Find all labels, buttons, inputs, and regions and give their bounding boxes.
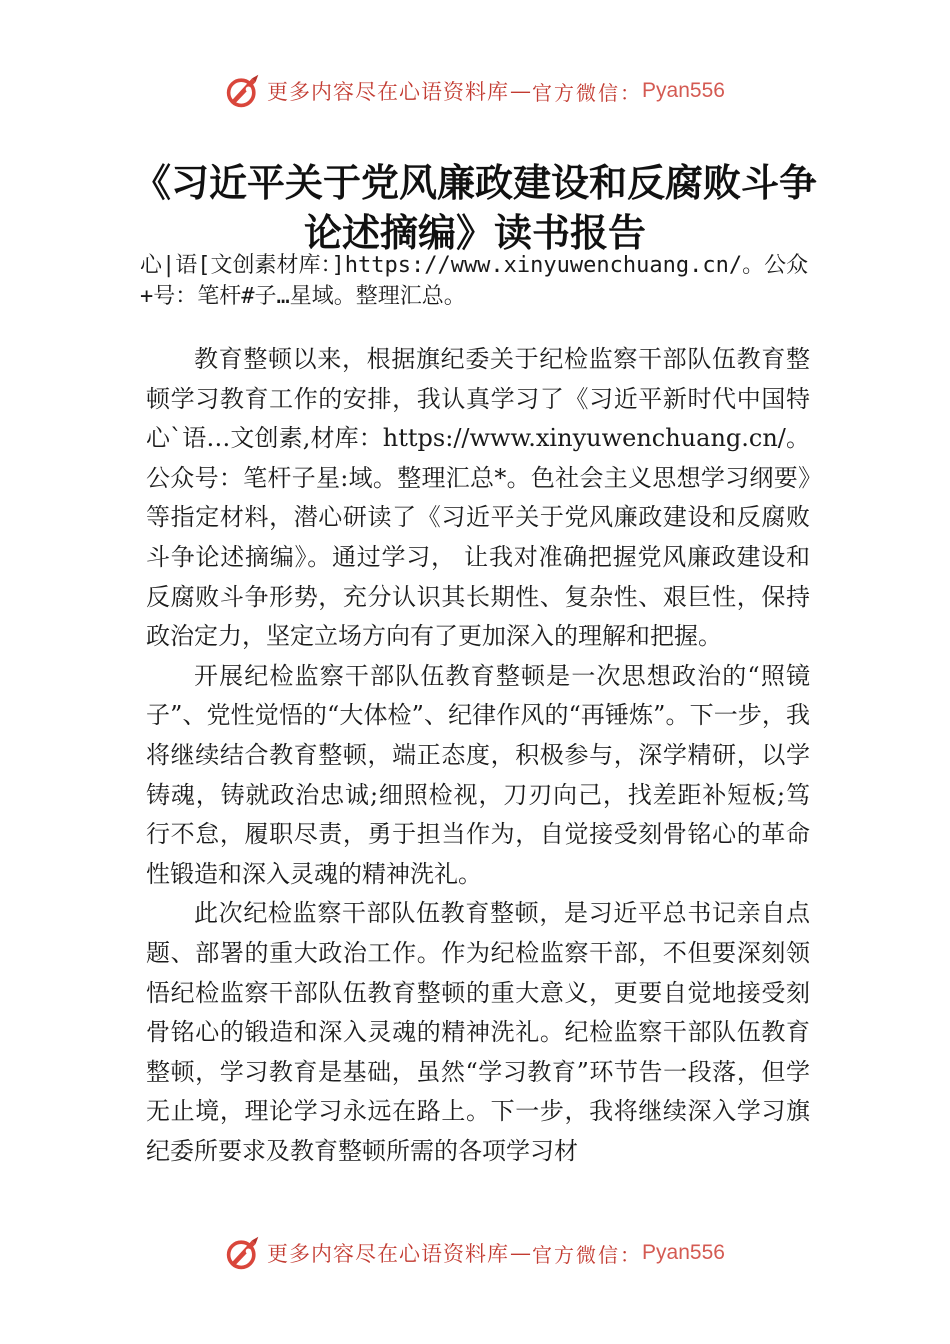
paragraph: 开展纪检监察干部队伍教育整顿是一次思想政治的“照镜子”、党性觉悟的“大体检”、纪律作风的“再锤炼”。下一步，我将继续结合教育整顿，端正态度，积极参与，深学精研，以学铸魂，铸就政治忠诚;细照检视，刀刃向己，找差距补短板;笃行不怠，履职尽责，勇于担当作为，自觉接受刻骨铭心的革命性锻造和深入灵魂的精神洗礼。 — [146, 661, 810, 888]
paragraph: 教育整顿以来，根据旗纪委关于纪检监察干部队伍教育整顿学习教育工作的安排，我认真学习了《习近平新时代中国特心`语…文创素,材库：https://www.xinyuwenchuang.cn/。公众号：笔杆子星:域。整理汇总*。色社会主义思想学习纲要》等指定材料，潜心研读了《习近平关于党风廉政建设和反腐败斗争论述摘编》。通过学习， 让我对准确把握党风廉政建设和反腐败斗争形势，充分认识其长期性、复杂性、艰巨性，保持政治定力，坚定立场方向有了更加深入的理解和把握。 — [146, 345, 810, 651]
title-line-2: 论述摘编》读书报告 — [303, 210, 646, 255]
banner-wechat-label: 官方微信： — [532, 1242, 643, 1267]
paragraph: 此次纪检监察干部队伍教育整顿，是习近平总书记亲自点题、部署的重大政治工作。作为纪检监察干部，不但要深刻领悟纪检监察干部队伍教育整顿的重大意义，更要自觉地接受刻骨铭心的锻造和深入灵魂的精神洗礼。纪检监察干部队伍教育整顿，学习教育是基础，虽然“学习教育”环节告一段落，但学无止境，理论学习永远在路上。下一步，我将继续深入学习旗纪委所要求及教育整顿所需的各项学习材 — [146, 899, 810, 1165]
banner-separator: — — [510, 1241, 532, 1265]
banner-wechat-label: 官方微信： — [532, 80, 643, 105]
banner-wechat-id: Pyan556 — [642, 79, 725, 102]
title-line-1: 《习近平关于党风廉政建设和反腐败斗争 — [132, 160, 817, 205]
footer-banner — [0, 1228, 950, 1278]
banner-separator: — — [510, 79, 532, 103]
banner-text: 更多内容尽在心语资料库 — [267, 1242, 510, 1266]
document-title — [0, 158, 950, 258]
quill-logo-icon — [225, 73, 261, 109]
banner-wechat-id: Pyan556 — [642, 1241, 725, 1264]
document-body — [146, 340, 810, 1171]
quill-logo-icon — [225, 1235, 261, 1271]
banner-text: 更多内容尽在心语资料库 — [267, 80, 510, 104]
header-banner — [0, 66, 950, 116]
source-note: 心|语[文创素材库：]https://www.xinyuwenchuang.cn/。公众+号：笔杆#子…星域。整理汇总。 — [140, 253, 809, 309]
